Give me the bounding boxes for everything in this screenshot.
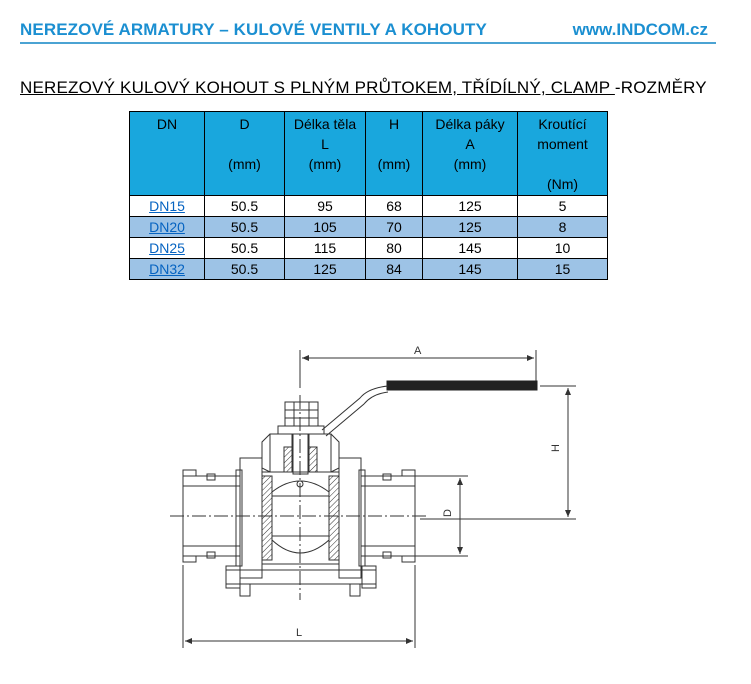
bottom-bolt — [226, 570, 376, 584]
bolt-nut-right — [362, 566, 376, 588]
body-cap-right — [339, 458, 361, 578]
cell-a: 145 — [423, 259, 518, 280]
cell-h: 68 — [366, 196, 423, 217]
gland-left — [262, 434, 270, 472]
header-website-link[interactable]: www.INDCOM.cz — [572, 20, 708, 39]
bolt-nut-left — [226, 566, 240, 588]
lever-arm-bottom — [326, 392, 388, 436]
col-header-h: H (mm) — [366, 112, 423, 196]
groove-left-top — [207, 474, 215, 480]
groove-right-bottom — [383, 552, 391, 558]
title-main: NEREZOVÝ KULOVÝ KOHOUT S PLNÝM PRŮTOKEM, TŘÍDÍLNÝ, CLAMP — [20, 78, 615, 97]
col-header-moment: Kroutící moment (Nm) — [518, 112, 608, 196]
seat-left — [262, 476, 272, 560]
title-suffix: -ROZMĚRY — [614, 78, 707, 97]
cell-h: 80 — [366, 238, 423, 259]
lever-arm-top — [322, 386, 388, 430]
ferrule-right-bottom — [402, 556, 415, 562]
dim-a-label: A — [414, 345, 422, 357]
lever-grip — [387, 381, 537, 390]
col-header-l: Délka těla L (mm) — [285, 112, 366, 196]
cell-a: 125 — [423, 196, 518, 217]
groove-right-top — [383, 474, 391, 480]
packing-seal-left — [284, 447, 292, 472]
cell-moment: 10 — [518, 238, 608, 259]
ferrule-left-top — [183, 470, 196, 476]
dim-d-label: D — [442, 509, 454, 517]
col-header-d: D (mm) — [205, 112, 285, 196]
cell-h: 84 — [366, 259, 423, 280]
dn-link[interactable]: DN20 — [149, 218, 185, 235]
cell-d: 50.5 — [205, 196, 285, 217]
col-header-dn: DN — [130, 112, 205, 196]
cell-a: 145 — [423, 238, 518, 259]
cell-moment: 8 — [518, 217, 608, 238]
ferrule-right-top — [402, 470, 415, 476]
bolt-lug-right — [359, 470, 365, 566]
cell-d: 50.5 — [205, 238, 285, 259]
cell-d: 50.5 — [205, 217, 285, 238]
gland-right — [331, 434, 339, 472]
ferrule-left-bottom — [183, 556, 196, 562]
dn-link[interactable]: DN15 — [149, 197, 185, 214]
header-title: NEREZOVÉ ARMATURY – KULOVÉ VENTILY A KOHOUTY — [20, 20, 487, 39]
bolt-head-right — [350, 584, 360, 596]
washer — [278, 426, 324, 434]
cell-l: 125 — [285, 259, 366, 280]
groove-left-bottom — [207, 552, 215, 558]
cell-l: 115 — [285, 238, 366, 259]
cell-l: 105 — [285, 217, 366, 238]
cell-a: 125 — [423, 217, 518, 238]
bolt-head-left — [240, 584, 250, 596]
cell-moment: 5 — [518, 196, 608, 217]
stem-nut — [285, 402, 318, 426]
cell-d: 50.5 — [205, 259, 285, 280]
cell-moment: 15 — [518, 259, 608, 280]
col-header-a: Délka páky A (mm) — [423, 112, 518, 196]
cell-h: 70 — [366, 217, 423, 238]
bolt-lug-left — [236, 470, 242, 566]
packing-seal-right — [309, 447, 317, 472]
dn-link[interactable]: DN25 — [149, 239, 185, 256]
dim-h-label: H — [550, 444, 562, 452]
body-cap-left — [240, 458, 262, 578]
seat-right — [329, 476, 339, 560]
dn-link[interactable]: DN32 — [149, 260, 185, 277]
dim-l-label: L — [296, 627, 303, 639]
cell-l: 95 — [285, 196, 366, 217]
